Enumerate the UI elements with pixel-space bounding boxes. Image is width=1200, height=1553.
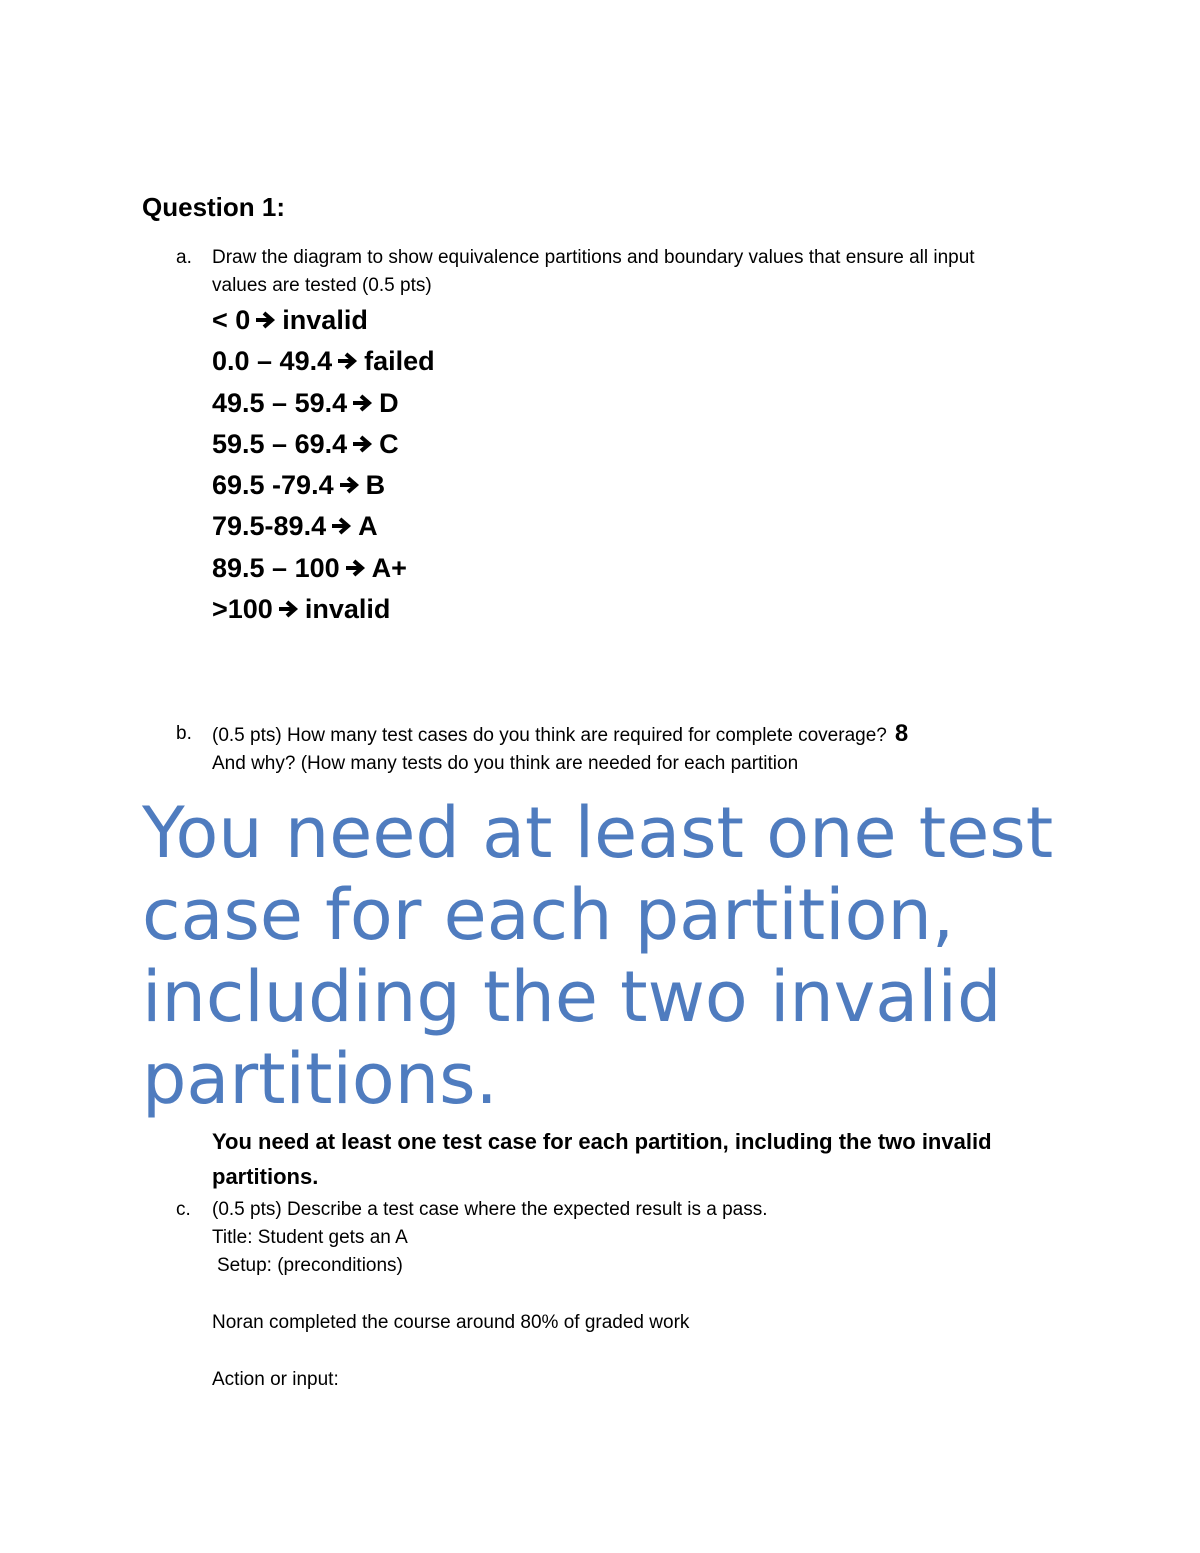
blank-line [212, 1280, 1052, 1309]
partition-range: 69.5 -79.4 [212, 470, 334, 501]
right-arrow-icon [338, 474, 360, 496]
part-c-line-1: (0.5 pts) Describe a test case where the expected result is a pass. [212, 1199, 768, 1220]
partition-range: 59.5 – 69.4 [212, 428, 348, 459]
partition-range: >100 [212, 594, 273, 625]
partition-result: D [379, 387, 399, 418]
part-a [142, 244, 1042, 304]
partition-result: invalid [282, 305, 368, 335]
part-c-prompt [212, 1196, 1052, 1394]
partition-item [212, 383, 435, 424]
partition-range: 79.5-89.4 [212, 511, 327, 542]
right-arrow-icon [254, 309, 276, 331]
blank-line [212, 1337, 1052, 1366]
bold-answer-text: You need at least one test case for each partition, including the two invalid partitions. [212, 1129, 992, 1189]
partition-item [212, 506, 435, 547]
part-a-prompt [212, 244, 1052, 300]
part-c [142, 1196, 1042, 1406]
test-title-line: Title: Student gets an A [212, 1227, 408, 1248]
part-b-line-1 [212, 720, 1052, 750]
right-arrow-icon [351, 433, 373, 455]
large-answer-text: You need at least one test case for each partition, including the two invalid partitions. [142, 792, 1054, 1120]
right-arrow-icon [344, 557, 366, 579]
partition-item [212, 548, 435, 589]
partition-result: C [379, 428, 399, 459]
partition-result: A+ [371, 552, 407, 583]
partition-list [212, 300, 435, 630]
partition-item [212, 341, 435, 382]
part-b-marker: b. [176, 723, 192, 744]
partition-item [212, 589, 435, 630]
partition-item [212, 465, 435, 506]
partition-result: failed [364, 346, 435, 377]
test-action-line: Action or input: [212, 1369, 339, 1390]
partition-item [212, 424, 435, 465]
right-arrow-icon [336, 350, 358, 372]
right-arrow-icon [351, 392, 373, 414]
part-a-line-2: values are tested (0.5 pts) [212, 275, 432, 296]
partition-result: A [358, 511, 378, 542]
test-setup-line: Setup: (preconditions) [217, 1255, 403, 1276]
right-arrow-icon [330, 515, 352, 537]
part-b [142, 720, 1042, 780]
answer-count: 8 [894, 720, 909, 747]
question-title: Question 1: [142, 192, 286, 222]
right-arrow-icon [277, 598, 299, 620]
part-a-line-1: Draw the diagram to show equivalence partitions and boundary values that ensure all input [212, 247, 975, 268]
partition-result: invalid [304, 594, 391, 625]
partition-range: 49.5 – 59.4 [212, 387, 348, 418]
partition-item [212, 300, 435, 341]
part-b-prompt [212, 720, 1052, 778]
partition-range: < 0 [212, 305, 251, 335]
part-c-marker: c. [176, 1199, 191, 1220]
part-b-question: (0.5 pts) How many test cases do you think are required for complete coverage? [212, 725, 887, 746]
partition-result: B [365, 470, 386, 501]
test-detail-line: Noran completed the course around 80% of graded work [212, 1312, 690, 1333]
part-b-line-2: And why? (How many tests do you think are needed for each partition [212, 753, 799, 774]
partition-range: 0.0 – 49.4 [212, 346, 333, 377]
part-a-marker: a. [176, 247, 192, 268]
partition-range: 89.5 – 100 [212, 552, 340, 583]
